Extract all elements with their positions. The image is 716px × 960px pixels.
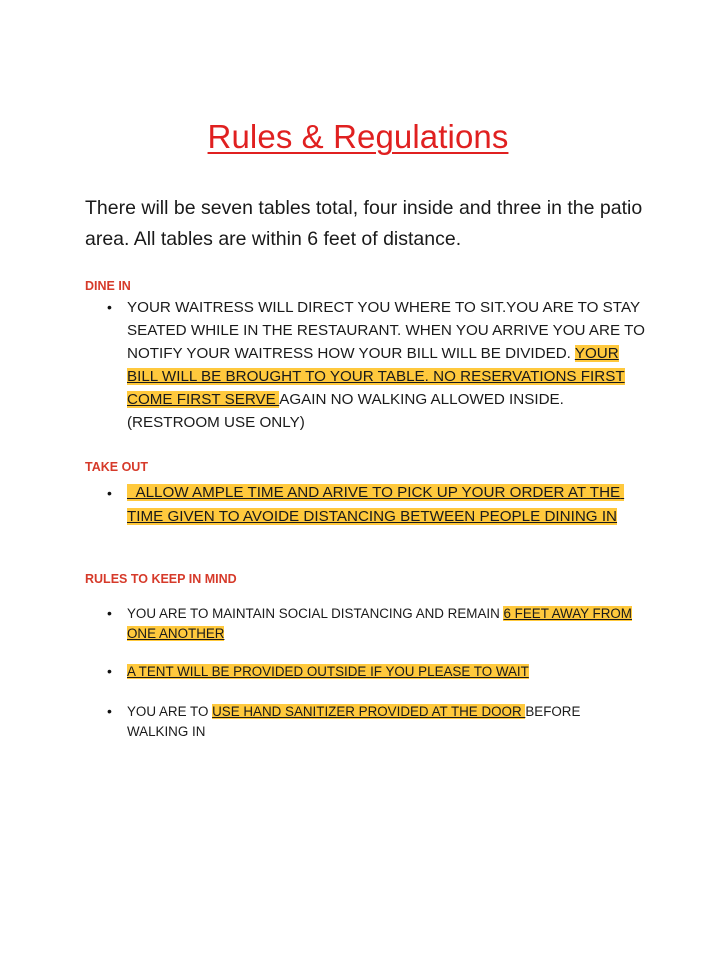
bullet-icon: • (107, 663, 112, 679)
take-out-highlight: ALLOW AMPLE TIME AND ARIVE TO PICK UP YOUR ORDER AT THE TIME GIVEN TO AVOIDE DISTANCING BETWEEN PEOPLE DINING IN (127, 484, 625, 525)
rules-item-2-highlight: A TENT WILL BE PROVIDED OUTSIDE IF YOU PLEASE TO WAIT (127, 664, 529, 679)
rules-bullet-item-3 (85, 702, 645, 741)
bullet-icon: • (107, 703, 112, 719)
take-out-heading: TAKE OUT (85, 460, 148, 474)
rules-heading: RULES TO KEEP IN MIND (85, 572, 237, 586)
rules-item-2-text (127, 662, 645, 682)
dine-in-highlight: YOUR BILL WILL BE BROUGHT TO YOUR TABLE. NO RESERVATIONS FIRST COME FIRST SERVE (127, 345, 625, 408)
rules-item-3-text (127, 702, 645, 741)
rules-item-3-plain-1: YOU ARE TO (127, 704, 213, 719)
page-title: Rules & Regulations (207, 118, 509, 155)
take-out-text (127, 481, 645, 529)
dine-in-heading: DINE IN (85, 279, 131, 293)
rules-bullet-item-2 (85, 662, 645, 682)
dine-in-text (127, 296, 645, 434)
rules-item-1-highlight: 6 FEET AWAY FROM ONE ANOTHER (127, 606, 632, 641)
take-out-bullet-item (85, 481, 645, 529)
rules-item-3-plain-2: BEFORE WALKING IN (127, 704, 581, 739)
dine-in-plain-1: YOUR WAITRESS WILL DIRECT YOU WHERE TO SIT.YOU ARE TO STAY SEATED WHILE IN THE RESTAURANT. WHEN YOU ARRIVE YOU ARE TO NOTIFY YOUR WAITRESS HOW YOUR BILL WILL BE DIVIDED. (127, 299, 645, 362)
rules-item-1-plain: YOU ARE TO MAINTAIN SOCIAL DISTANCING AND REMAIN (127, 606, 504, 621)
bullet-icon: • (107, 299, 112, 315)
rules-bullet-item-1 (85, 604, 645, 643)
bullet-icon: • (107, 485, 112, 501)
bullet-icon: • (107, 605, 112, 621)
rules-item-1-text (127, 604, 645, 643)
intro-paragraph: There will be seven tables total, four inside and three in the patio area. All tables are within 6 feet of distance. (85, 197, 643, 250)
rules-item-3-highlight: USE HAND SANITIZER PROVIDED AT THE DOOR (212, 704, 526, 719)
dine-in-bullet-item (85, 296, 645, 434)
dine-in-plain-2: AGAIN NO WALKING ALLOWED INSIDE. (RESTROOM USE ONLY) (127, 391, 564, 431)
